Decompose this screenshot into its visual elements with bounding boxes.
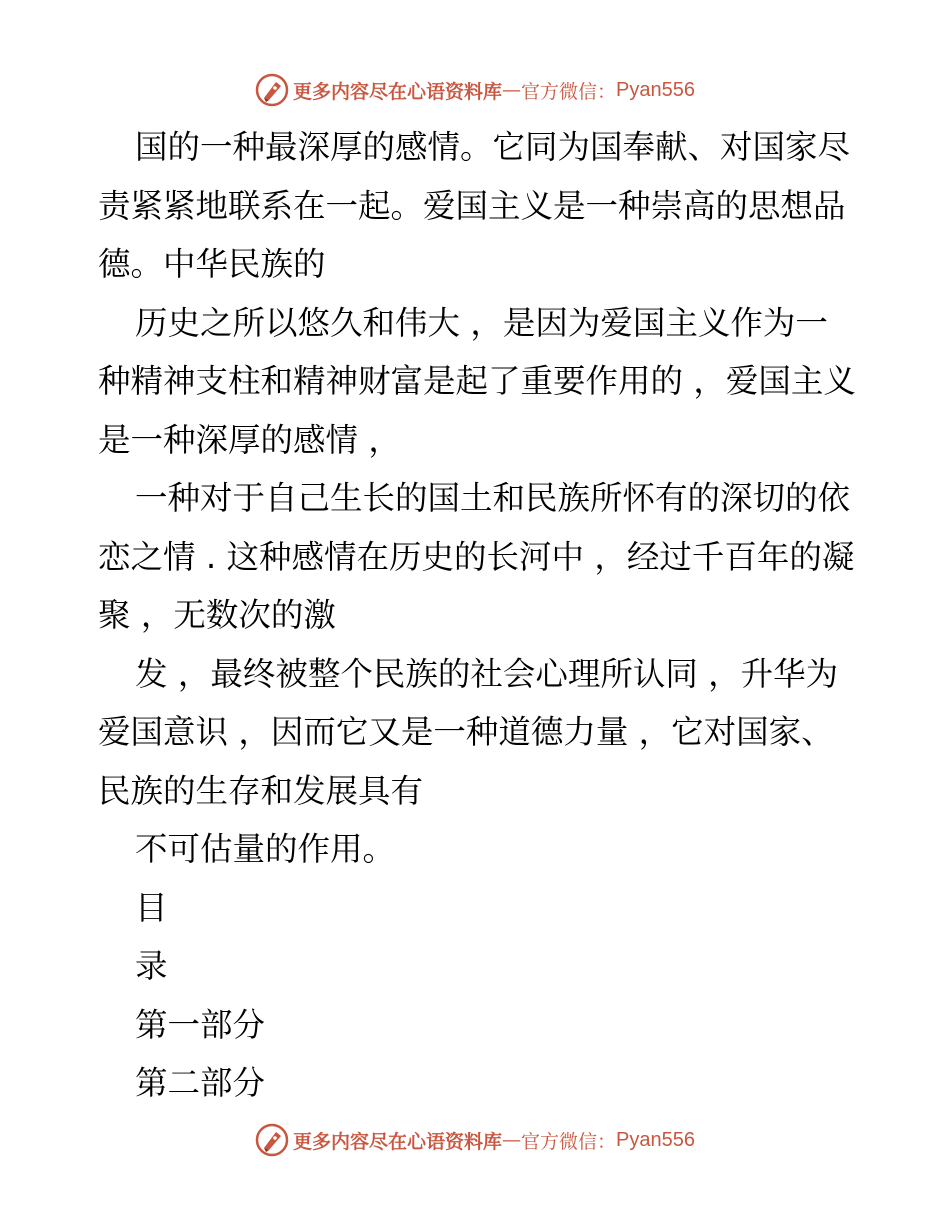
footer-dash: —	[502, 1129, 522, 1151]
footer-wechat-id: Pyan556	[616, 1128, 695, 1151]
header-wechat-label: 官方微信：	[521, 80, 617, 103]
toc-heading-part-1: 目	[135, 888, 168, 927]
footer-banner	[0, 1120, 950, 1160]
header-dash: —	[502, 79, 522, 101]
toc-item-part-two: 第二部分	[135, 1064, 266, 1102]
pen-nib-logo-icon	[255, 73, 289, 107]
toc-item-part-one: 第一部分	[135, 1005, 266, 1044]
paragraph-2: 历史之所以悠久和伟大 ，是因为爱国主义作为一种精神支柱和精神财富是起了重要作用的 ，爱国主义是一种深厚的感情 ，	[98, 303, 856, 459]
footer-wechat-label: 官方微信：	[521, 1130, 617, 1153]
paragraph-5: 不可估量的作用。	[135, 830, 396, 868]
pen-nib-logo-icon	[255, 1123, 289, 1157]
paragraph-1: 国的一种最深厚的感情。它同为国奉献、对国家尽责紧紧地联系在一起。爱国主义是一种崇高的思想品德。中华民族的	[98, 128, 851, 283]
footer-brand-text: 更多内容尽在心语资料库	[293, 1130, 503, 1153]
toc-heading-part-2: 录	[135, 947, 168, 985]
header-banner	[0, 70, 950, 110]
header-brand-text: 更多内容尽在心语资料库	[293, 80, 503, 103]
header-wechat-id: Pyan556	[616, 78, 695, 101]
paragraph-3: 一种对于自己生长的国土和民族所怀有的深切的依恋之情 . 这种感情在历史的长河中 ，经过千百年的凝聚 ，无数次的激	[98, 479, 855, 634]
paragraph-4: 发 ，最终被整个民族的社会心理所认同 ，升华为爱国意识 ，因而它又是一种道德力量 ，它对国家、民族的生存和发展具有	[98, 654, 839, 810]
document-body	[98, 118, 858, 1113]
